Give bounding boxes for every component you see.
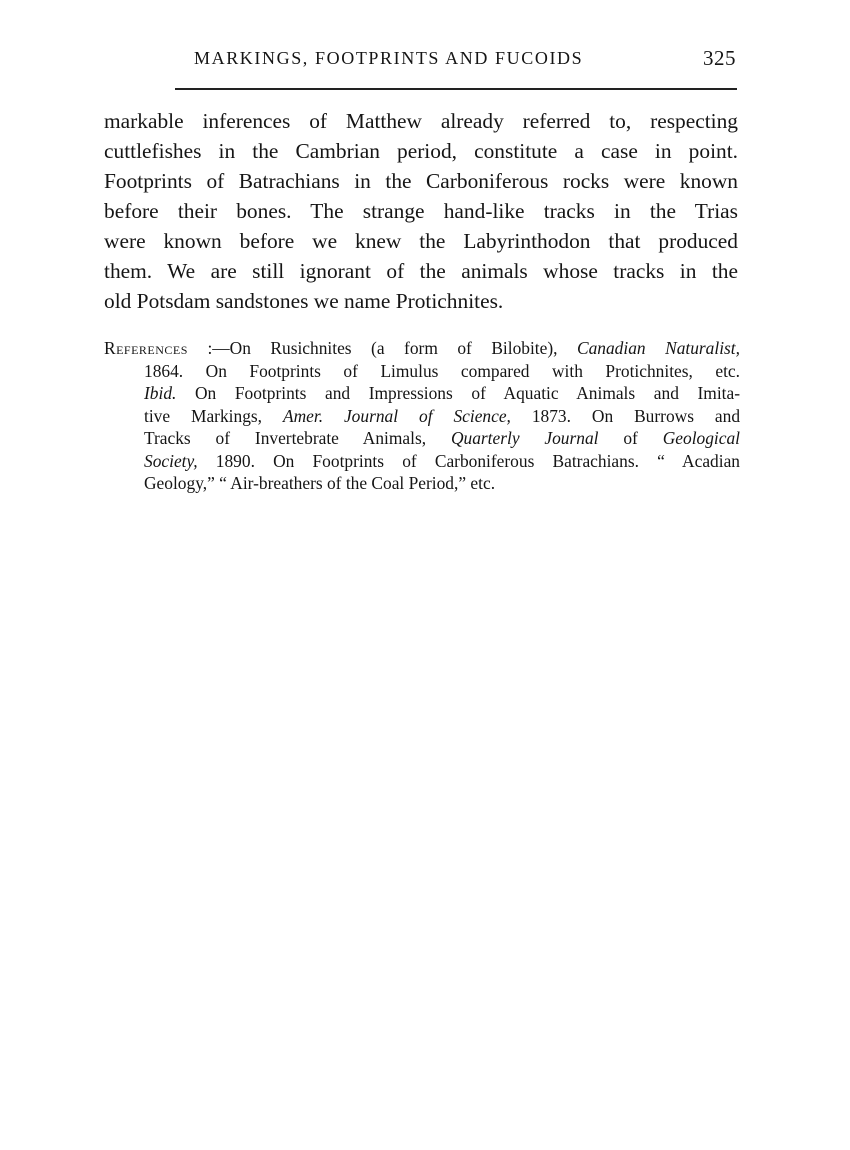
reference-journal: Society,	[144, 450, 198, 471]
reference-journal: Canadian Naturalist,	[577, 338, 740, 358]
reference-text: Tracks of Invertebrate Animals,	[144, 428, 451, 448]
body-line: old Potsdam sandstones we name Protichnites.	[104, 289, 504, 313]
reference-text: 1890. On Footprints of Carboniferous Batrachians. “ Acadian	[197, 450, 740, 471]
reference-line: Geology,” “ Air-breathers of the Coal Period,” etc.	[144, 473, 496, 493]
body-line: were known before we knew the Labyrinthodon that produced	[104, 229, 738, 253]
reference-text: 1873. On Burrows and	[510, 405, 741, 426]
page-number: 325	[703, 46, 736, 70]
reference-text: On Footprints and Impressions of Aquatic Animals and Imita-	[176, 383, 740, 403]
reference-line	[104, 382, 740, 405]
reference-ibid: Ibid.	[144, 383, 177, 403]
reference-journal: Quarterly Journal	[450, 428, 599, 448]
header-rule	[175, 88, 737, 90]
body-line: Footprints of Batrachians in the Carboniferous rocks were known	[104, 169, 738, 193]
reference-line	[104, 450, 740, 473]
reference-text: tive Markings,	[144, 405, 283, 426]
references-label: References	[104, 338, 188, 358]
reference-journal: Amer. Journal of Science,	[282, 405, 511, 426]
body-line: before their bones. The strange hand-like tracks in the Trias	[104, 199, 738, 223]
running-head	[104, 48, 736, 76]
reference-journal: Geological	[662, 428, 740, 448]
references-note	[104, 337, 740, 495]
reference-text: :—On Rusichnites (a form of Bilobite),	[187, 338, 577, 358]
running-head-title: MARKINGS, FOOTPRINTS AND FUCOIDS	[194, 48, 584, 68]
reference-line	[104, 405, 740, 428]
reference-text: of	[598, 428, 663, 448]
body-paragraph	[104, 106, 738, 316]
reference-line	[104, 427, 740, 450]
reference-line: 1864. On Footprints of Limulus compared with Protichnites, etc.	[144, 360, 740, 381]
body-line: them. We are still ignorant of the animals whose tracks in the	[104, 259, 738, 283]
body-line: markable inferences of Matthew already referred to, respecting	[104, 109, 738, 133]
body-line: cuttlefishes in the Cambrian period, constitute a case in point.	[104, 139, 738, 163]
reference-line	[104, 337, 740, 360]
